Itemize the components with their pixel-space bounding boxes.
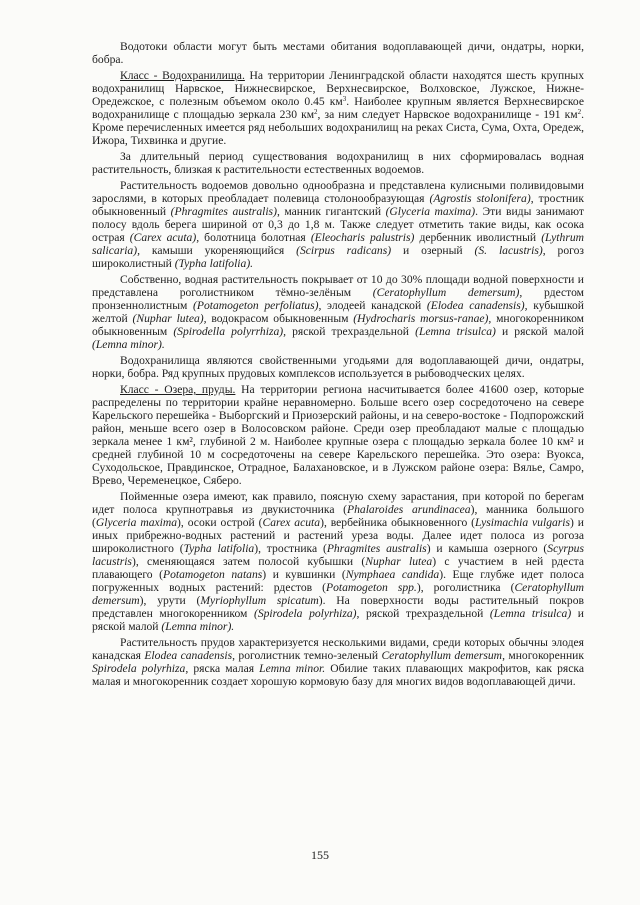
latin-name: Potamogeton spp. — [325, 581, 417, 594]
text-span: ) с участием в ней рдеста плавающего ( — [92, 555, 584, 581]
latin-name: (Typha latifolia). — [174, 257, 254, 270]
text-span: , за ним следует Нарвское водохранилище - 191 км — [317, 108, 578, 121]
text-span: , тростник обыкновенный — [92, 192, 584, 218]
text-span: ), тростника ( — [254, 542, 327, 555]
latin-name: (Agrostis stolonifera) — [429, 192, 531, 205]
latin-name: (S. lacustris) — [474, 244, 543, 257]
text-span: Пойменные озера имеют, как правило, поясную схему зарастания, при которой по берегам идет полоса крупнотравья из двукисточника ( — [92, 490, 584, 516]
text-span: и ряской малой — [92, 607, 585, 633]
text-span: и ряской малой — [495, 325, 585, 338]
latin-name: (Ceratophyllum demersum), — [372, 286, 523, 299]
latin-name: Carex acuta — [262, 516, 321, 529]
latin-name: Glyceria maxima — [95, 516, 178, 529]
text-span: ряска малая — [188, 662, 260, 675]
latin-name: (Eleocharis palustris) — [310, 231, 415, 244]
text-span: ) и камыша озерного ( — [426, 542, 548, 555]
text-span: рдестом пронзеннолистным — [92, 286, 584, 312]
text-span: . Эти виды занимают полосу вдоль берега шириной от 0,3 до 1,8 м. Также следует отметить такие виды, как осока острая — [92, 205, 585, 244]
text-span: На территории региона насчитывается более 41600 озер, которые распределены по территории крайне неравномерно. Больше всего озер сосредоточено на севере Карельского перешейка - Выборгский и Приозерский районы, и на северо-востоке - Подпорожский район, меньше всего озер в Волосовском районе. Среди озер преобладают малые с площадью зеркала менее 1 км², глубиной 2 м. Наиболее крупные озера с площадью зеркала более 10 км² и средней глубиной 10 м сосредоточены на севере Карельского перешейка. Это озера: Вуокса, Суходольское, Правдинское, Отрадное, Балахановское, и в Лужском районе озера: Вялье, Самро, Врево, Череменецкое, Сяберо. — [92, 383, 585, 487]
text-span: ), сменяющаяся затем полосой кубышки ( — [131, 555, 366, 568]
text-span: ). На поверхности воды растительный покров представлен многокоренником — [92, 594, 584, 620]
latin-name: (Scirpus radicans) — [296, 244, 392, 257]
text-span: , рогоз широколистный — [92, 244, 584, 270]
latin-name: Phragmites australis — [326, 542, 427, 555]
page-number: 155 — [311, 848, 329, 862]
text-span: , роголистник темно-зеленый — [232, 649, 382, 662]
latin-name: (Lemna minor). — [92, 338, 165, 351]
latin-name: Scyrpus lacustris — [92, 542, 584, 568]
text-span: . Наиболее крупным является Верхнесвирское водохранилище с площадью зеркала 230 км — [92, 95, 584, 121]
latin-name: (Lemna trisulca) — [489, 607, 572, 620]
latin-name: Phalaroides arundinacea — [347, 503, 471, 516]
text-span: Собственно, водная растительность покрывает от 10 до 30% площади водной поверхности и представлена роголистником тёмно-зелёным — [92, 273, 584, 299]
latin-name: (Lemna minor). — [161, 620, 235, 633]
latin-name: (Phragmites australis) — [170, 205, 277, 218]
text-span: Растительность водоемов довольно однообразна и представлена кулисными поливидовыми зарослями, в которых преобладает полевица столонообразующая — [92, 179, 584, 205]
text-span: ) и иных прибрежно-водных растений и растений уреза воды. Далее идет полоса из рогоза широколистного ( — [92, 516, 585, 555]
paragraph-reservoir-habitat: Водохранилища являются свойственными угодьями для водоплавающей дичи, ондатры, норки, бобра. Ряд крупных прудовых комплексов используется в рыбоводческих целях. — [92, 354, 584, 380]
superscript: 2 — [577, 108, 582, 116]
text-span: водокрасом обыкновенным — [206, 312, 354, 325]
text-span: , многокоренник — [502, 649, 584, 662]
latin-name: (Glyceria maxima) — [385, 205, 476, 218]
class-heading-lakes: Класс - Озера, пруды. — [120, 383, 236, 396]
text-span: ), урути ( — [139, 594, 201, 607]
latin-name: (Nuphar lutea), — [132, 312, 207, 325]
text-span: ), манника большого ( — [92, 503, 584, 529]
text-span: дербенник иволистный — [414, 231, 542, 244]
text-span: ) и кувшинки ( — [262, 568, 346, 581]
latin-name: (Lemna trisulca) — [415, 325, 496, 338]
latin-name: Nymphaea candida — [345, 568, 440, 581]
paragraph-floodplain-lakes — [92, 490, 584, 633]
latin-name: (Spirodela polyrhiza), — [253, 607, 360, 620]
latin-name: Spirodela polyrhiza, — [92, 662, 189, 675]
text-span: элодеей канадской — [321, 299, 427, 312]
text-span: . Кроме перечисленных имеется ряд небольших водохранилищ на реках Систа, Сума, Охта, Оредеж, Ижора, Тихвинка и другие. — [92, 108, 584, 147]
latin-name: (Elodea canadensis), — [426, 299, 528, 312]
text-span: ), роголистника ( — [416, 581, 515, 594]
latin-name: (Potamogeton perfoliatus), — [193, 299, 322, 312]
latin-name: (Lythrum salicaria), — [92, 231, 584, 257]
text-span: На территории Ленинградской области находятся шесть крупных водохранилищ Нарвское, Нижнесвирское, Верхнесвирское, Волховское, Лужское, Нижне-Оредежское, с полезным объемом около 0.45 км — [92, 69, 585, 108]
text-span: ). Еще глубже идет полоса погруженных водных растений: рдестов ( — [92, 568, 584, 594]
body-text — [92, 40, 584, 691]
latin-name: (Carex acuta), — [129, 231, 200, 244]
text-span: многокоренником обыкновенным — [92, 312, 585, 338]
latin-name: (Spirodella polyrrhiza), — [173, 325, 287, 338]
text-span: ), вербейника обыкновенного ( — [320, 516, 476, 529]
latin-name: Ceratophyllum demersum — [92, 581, 584, 607]
text-span: болотница болотная — [199, 231, 311, 244]
paragraph-ponds — [92, 636, 584, 688]
latin-name: Potamogeton natans — [163, 568, 263, 581]
latin-name: Elodea canadensis — [144, 649, 233, 662]
text-span: ряской трехраздельной — [286, 325, 416, 338]
text-span: и озерный — [391, 244, 475, 257]
latin-name: Typha latifolia — [183, 542, 255, 555]
superscript: 2 — [314, 108, 318, 116]
text-span: ряской трехраздельной — [359, 607, 490, 620]
latin-name: Ceratophyllum demersum — [381, 649, 503, 662]
class-heading-reservoirs: Класс - Водохранилища. — [120, 69, 245, 82]
paragraph-reservoir-vegetation — [92, 179, 584, 270]
text-span: ), осоки острой ( — [177, 516, 263, 529]
text-span: Растительность прудов характеризуется несколькими видами, среди которых обычны элодея канадская — [92, 636, 584, 662]
latin-name: Lemna minor. — [259, 662, 326, 675]
text-span: камыши укореняющийся — [139, 244, 297, 257]
paragraph-reservoir-vegetation-origin: За длительный период существования водохранилищ в них сформировалась водная растительность, близкая к растительности естественных водоемов. — [92, 150, 584, 176]
paragraph-watercourses: Водотоки области могут быть местами обитания водоплавающей дичи, ондатры, норки, бобра. — [92, 40, 584, 66]
text-span: Обилие таких плавающих макрофитов, как ряска малая и многокоренник создает хорошую кормовую базу для многих видов водоплавающей дичи. — [92, 662, 584, 688]
latin-name: Myriophyllum spicatum — [200, 594, 319, 607]
text-span: кубышкой желтой — [92, 299, 584, 325]
paragraph-reservoirs — [92, 69, 584, 147]
paragraph-lakes — [92, 383, 584, 487]
latin-name: (Hydrocharis morsus-ranae), — [353, 312, 492, 325]
latin-name: Nuphar lutea — [365, 555, 433, 568]
text-span: , манник гигантский — [276, 205, 386, 218]
superscript: 3 — [342, 95, 347, 103]
paragraph-aquatic-vegetation — [92, 273, 584, 351]
latin-name: Lysimachia vulgaris — [475, 516, 571, 529]
